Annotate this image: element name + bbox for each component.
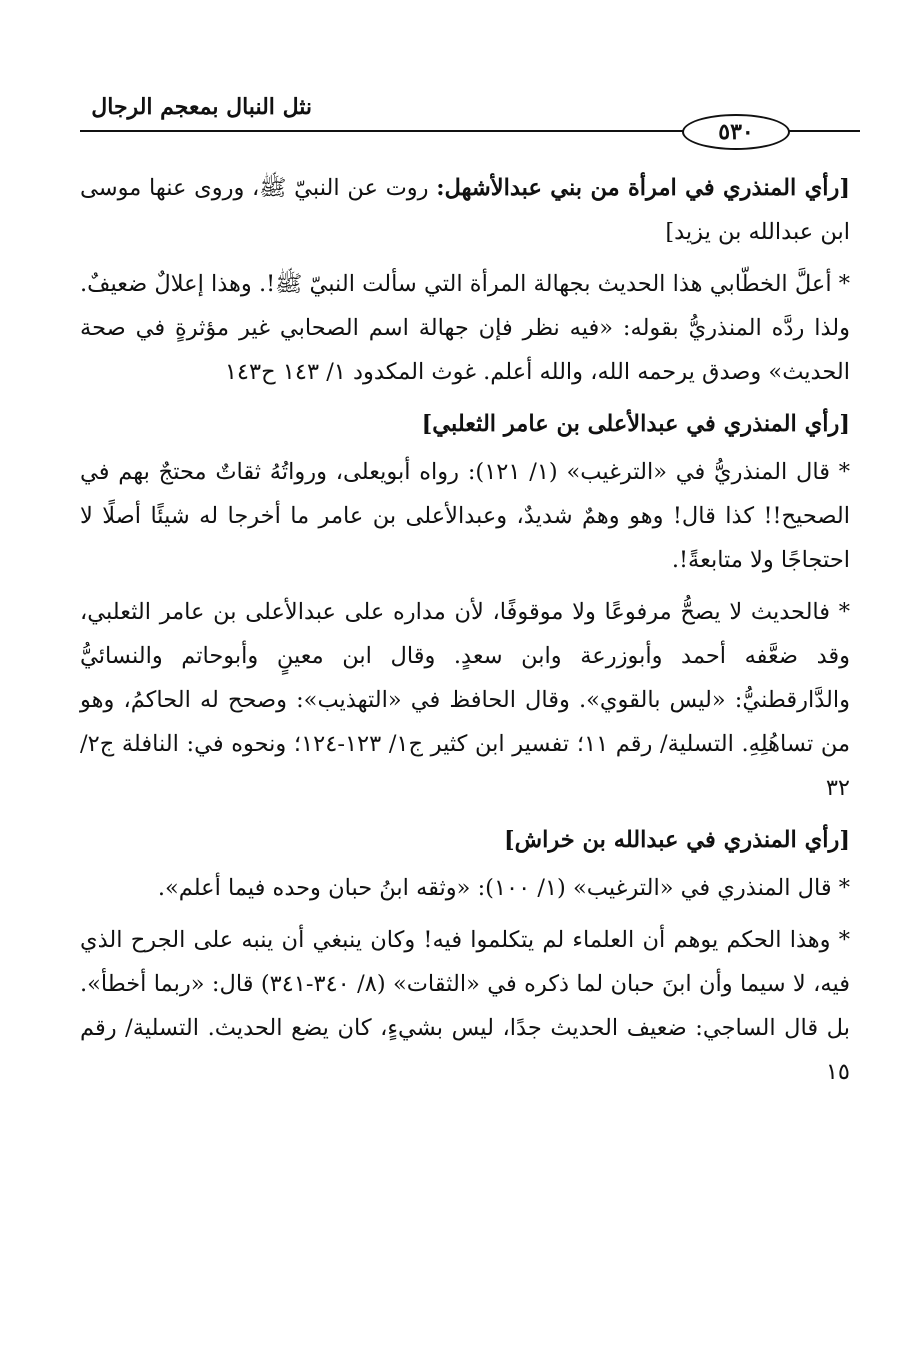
paragraph: [80, 450, 850, 582]
paragraph: [80, 166, 850, 254]
section-heading: [رأي المنذري في عبدالأعلى بن عامر الثعلبي]: [421, 411, 850, 437]
paragraph: [80, 918, 850, 1094]
paragraph-text: * وهذا الحكم يوهم أن العلماء لم يتكلموا فيه! وكان ينبغي أن ينبه على الجرح الذي فيه، لا سيما وأن ابنَ حبان لما ذكره في «الثقات» (٨/ ٣٤٠-٣٤١) قال: «ربما أخطأ». بل قال الساجي: ضعيف الحديث جدًا، ليس بشيءٍ، كان يضع الحديث. التسلية/ رقم ١٥: [80, 927, 851, 1085]
section-heading-line: [80, 818, 850, 862]
section-heading: [رأي المنذري في امرأة من بني عبدالأشهل:: [436, 175, 850, 201]
running-title: نثل النبال بمعجم الرجال: [91, 94, 312, 120]
paragraph-text: روت عن النبيّ ﷺ، وروى عنها موسى ابن عبدالله بن يزيد]: [80, 175, 850, 245]
page-header: [60, 88, 860, 148]
paragraph: [80, 590, 850, 810]
paragraph: [80, 866, 850, 910]
paragraph-text: * قال المنذريُّ في «الترغيب» (١/ ١٢١): رواه أبويعلى، ورواتُهُ ثقاتٌ محتجٌ بهم في الصحيح!! كذا قال! وهو وهمٌ شديدٌ، وعبدالأعلى بن عامر ما أخرجا له شيئًا أصلًا لا احتجاجًا ولا متابعةً!.: [80, 459, 851, 573]
paragraph: [80, 262, 850, 394]
section-heading: [رأي المنذري في عبدالله بن خراش]: [504, 827, 850, 853]
page-body: [80, 166, 850, 1102]
page-number: ٥٣٠: [682, 114, 790, 150]
paragraph-text: * قال المنذري في «الترغيب» (١/ ١٠٠): «وثقه ابنُ حبان وحده فيما أعلم».: [157, 875, 850, 901]
paragraph-text: * فالحديث لا يصحُّ مرفوعًا ولا موقوفًا، لأن مداره على عبدالأعلى بن عامر الثعلبي، وقد ضعَّفه أحمد وأبوزرعة وابن سعدٍ. وقال ابن معينٍ وأبوحاتم والنسائيُّ والدَّارقطنيُّ: «ليس بالقوي». وقال الحافظ في «التهذيب»: وصحح له الحاكمُ، وهو من تساهُلِهِ. التسلية/ رقم ١١؛ تفسير ابن كثير ج١/ ١٢٣-١٢٤؛ ونحوه في: النافلة ج٢/ ٣٢: [80, 599, 851, 801]
paragraph-text: * أعلَّ الخطّابي هذا الحديث بجهالة المرأة التي سألت النبيّ ﷺ!. وهذا إعلالٌ ضعيفٌ. ولذا ردَّه المنذريُّ بقوله: «فيه نظر فإن جهالة اسم الصحابي غير مؤثرةٍ في صحة الحديث» وصدق يرحمه الله، والله أعلم. غوث المكدود ١/ ١٤٣ ح١٤٣: [80, 271, 850, 385]
section-heading-line: [80, 402, 850, 446]
